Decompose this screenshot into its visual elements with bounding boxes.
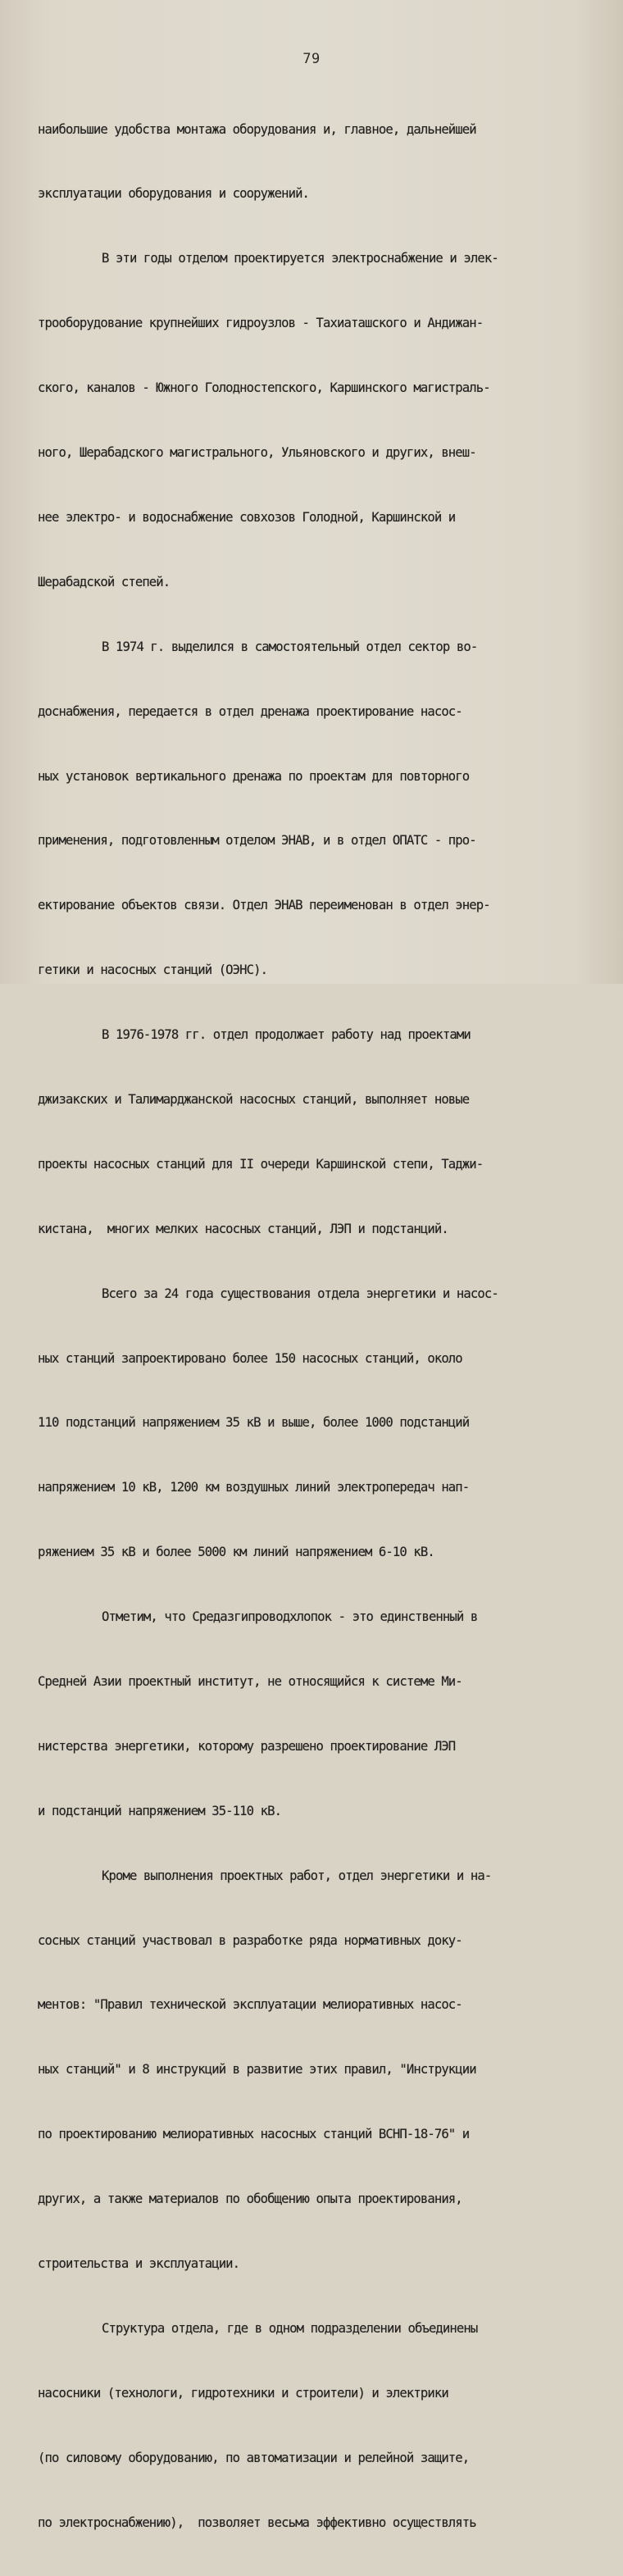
text-line: ных станций" и 8 инструкций в развитие этих правил, "Инструкции <box>38 2062 476 2078</box>
text-line: доснабжения, передается в отдел дренажа проектирование насос- <box>38 703 462 719</box>
text-line: эксплуатации оборудования и сооружений. <box>38 186 310 202</box>
text-line: гетики и насосных станций (ОЭНС). <box>38 963 268 978</box>
page-number: 79 <box>302 51 321 67</box>
text-line: ского, каналов - Южного Голодностепского, Каршинского магистраль- <box>38 380 490 396</box>
text-line: В 1976-1978 гг. отдел продолжает работу над проектами <box>102 1027 471 1043</box>
text-line: Средней Азии проектный институт, не относящийся к системе Ми- <box>38 1673 462 1689</box>
text-line: сосных станций участвовал в разработке ряда нормативных доку- <box>38 1932 462 1948</box>
body-text <box>38 75 589 2576</box>
text-line: Шерабадской степей. <box>38 574 171 589</box>
text-line: напряжением 10 кВ, 1200 км воздушных линий электропередач нап- <box>38 1480 470 1495</box>
text-line: по электроснабжению), позволяет весьма эффективно осуществлять <box>38 2515 476 2530</box>
text-line: трооборудование крупнейших гидроузлов - Тахиаташского и Андижан- <box>38 316 484 331</box>
text-line: Структура отдела, где в одном подразделении объединены <box>102 2320 478 2336</box>
text-line: ных установок вертикального дренажа по проектам для повторного <box>38 768 470 784</box>
text-line: проекты насосных станций для II очереди Каршинской степи, Таджи- <box>38 1156 484 1172</box>
text-line: применения, подготовленным отделом ЭНАВ, и в отдел ОПАТС - про- <box>38 833 476 849</box>
text-line: ряжением 35 кВ и более 5000 км линий напряжением 6-10 кВ. <box>38 1545 434 1560</box>
text-line: джизакских и Талимарджанской насосных станций, выполняет новые <box>38 1091 470 1107</box>
text-line: ментов: "Правил технической эксплуатации мелиоративных насос- <box>38 1997 462 2013</box>
text-line: ного, Шерабадского магистрального, Ульяновского и других, внеш- <box>38 445 476 461</box>
text-line: В эти годы отделом проектируется электроснабжение и элек- <box>102 251 498 266</box>
text-line: других, а также материалов по обобщению опыта проектирования, <box>38 2191 462 2207</box>
text-line: Всего за 24 года существования отдела энергетики и насос- <box>102 1286 498 1301</box>
text-line: насосники (технологи, гидротехники и строители) и электрики <box>38 2385 448 2401</box>
text-line: Отметим, что Средазгипроводхлопок - это единственный в <box>102 1609 478 1625</box>
text-line: В 1974 г. выделился в самостоятельный отдел сектор во- <box>102 639 478 654</box>
text-line: ных станций запроектировано более 150 насосных станций, около <box>38 1350 462 1366</box>
text-line: Кроме выполнения проектных работ, отдел энергетики и на- <box>102 1868 492 1883</box>
text-line: строительства и эксплуатации. <box>38 2255 240 2271</box>
text-line: кистана, многих мелких насосных станций, ЛЭП и подстанций. <box>38 1221 448 1236</box>
text-line: наибольшие удобства монтажа оборудования и, главное, дальнейшей <box>38 121 476 137</box>
text-line: нистерства энергетики, которому разрешено проектирование ЛЭП <box>38 1738 456 1754</box>
text-line: ектирование объектов связи. Отдел ЭНАВ переименован в отдел энер- <box>38 898 490 913</box>
text-line: нее электро- и водоснабжение совхозов Голодной, Каршинской и <box>38 509 456 525</box>
text-line: 110 подстанций напряжением 35 кВ и выше, более 1000 подстанций <box>38 1415 470 1431</box>
text-line: по проектированию мелиоративных насосных станций ВСНП-18-76" и <box>38 2127 470 2142</box>
text-line: (по силовому оборудованию, по автоматизации и релейной защите, <box>38 2450 470 2465</box>
text-line: и подстанций напряжением 35-110 кВ. <box>38 1803 282 1818</box>
